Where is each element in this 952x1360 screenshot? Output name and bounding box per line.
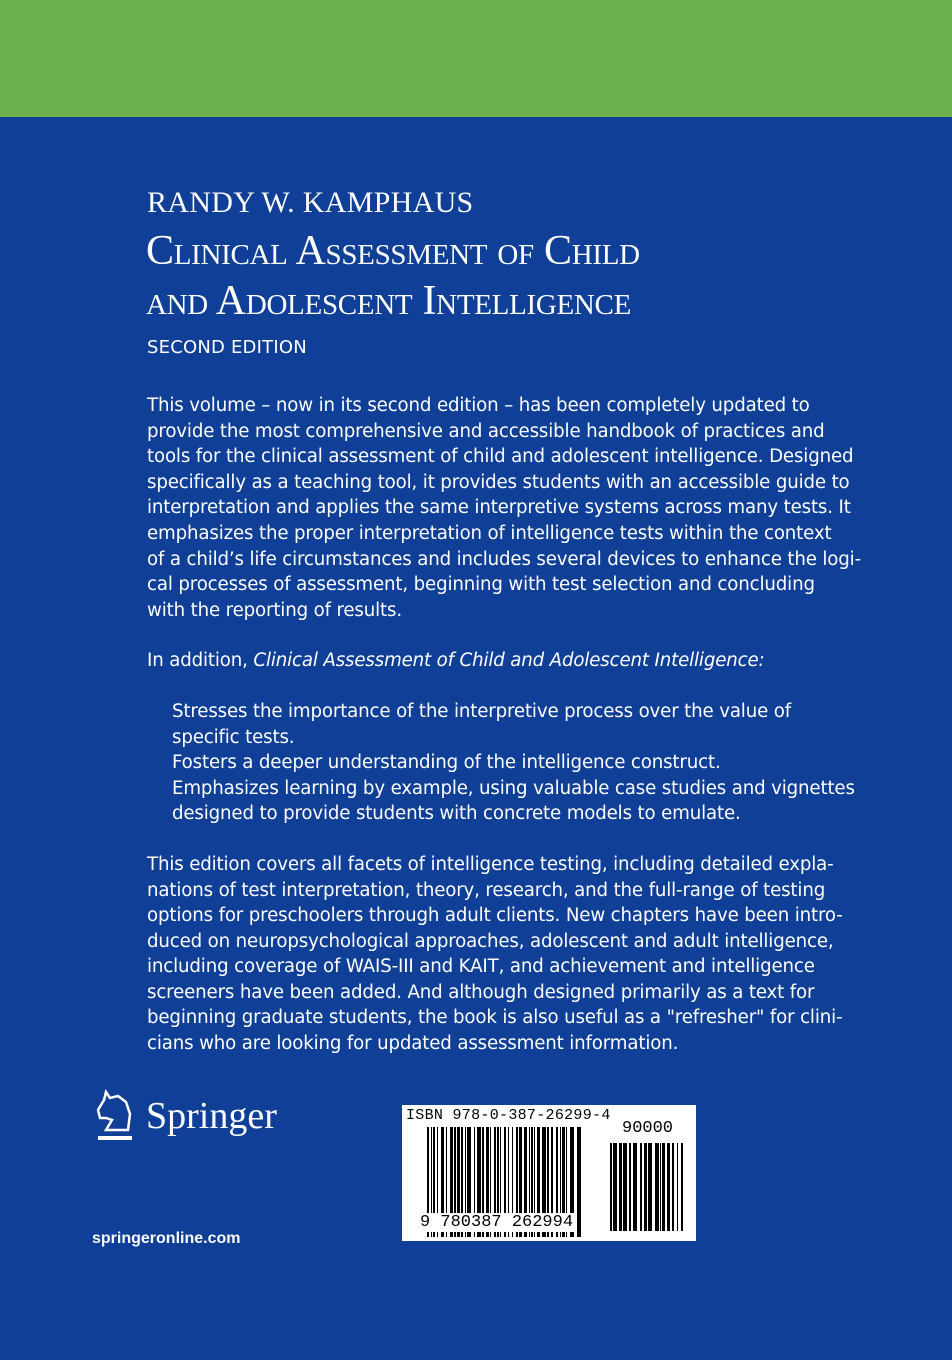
text-line: of a child’s life circumstances and includes several devices to enhance the logi-	[147, 548, 862, 570]
author-name: RANDY W. KAMPHAUS	[147, 186, 474, 219]
description	[147, 393, 862, 1082]
description-paragraph	[147, 393, 862, 623]
barcode-bar	[623, 1143, 627, 1231]
text-line: This volume – now in its second edition – has been completely updated to	[147, 395, 810, 416]
text-line: specifically as a teaching tool, it provides students with an accessible guide to	[147, 471, 850, 493]
price-code: 90000	[622, 1119, 674, 1138]
intro-title: Clinical Assessment of Child and Adolescent Intelligence:	[253, 650, 765, 672]
text-line: specific tests.	[172, 726, 295, 748]
text-line: duced on neuropsychological approaches, adolescent and adult intelligence,	[147, 930, 834, 952]
intro-line	[147, 648, 827, 674]
text-line: emphasizes the proper interpretation of intelligence tests within the context	[147, 522, 832, 544]
barcode-bar	[662, 1143, 665, 1231]
barcode-bar	[613, 1143, 617, 1231]
barcode-bar	[577, 1127, 581, 1237]
barcode-bar	[610, 1143, 612, 1231]
text-line: Emphasizes learning by example, using valuable case studies and vignettes	[172, 777, 855, 799]
publisher-name: Springer	[146, 1095, 277, 1137]
isbn-label: ISBN 978-0-387-26299-4	[406, 1107, 611, 1124]
barcode-bar	[640, 1143, 642, 1231]
top-color-band	[0, 0, 952, 117]
text-line: designed to provide students with concrete models to emulate.	[172, 803, 741, 825]
text-line: Stresses the importance of the interpretive process over the value of	[172, 700, 791, 722]
text-line: beginning graduate students, the book is also useful as a "refresher" for clini-	[147, 1007, 843, 1029]
text-line: screeners have been added. And although designed primarily as a text for	[147, 981, 815, 1003]
text-line: provide the most comprehensive and accessible handbook of practices and	[147, 420, 825, 442]
feature-list	[172, 699, 855, 827]
barcode-bar	[619, 1143, 622, 1231]
text-line: with the reporting of results.	[147, 599, 402, 621]
barcode-bar	[660, 1143, 661, 1231]
springer-logo	[92, 1088, 277, 1144]
barcode-digits: 9 780387 262994	[420, 1213, 574, 1232]
intro-prefix: In addition,	[147, 650, 254, 672]
text-line: interpretation and applies the same interpretive systems across many tests. It	[147, 497, 851, 519]
text-line: cians who are looking for updated assessment information.	[147, 1033, 679, 1055]
text-line: options for preschoolers through adult clients. New chapters have been intro-	[147, 905, 843, 927]
edition-label: SECOND EDITION	[147, 337, 307, 358]
text-line: tools for the clinical assessment of child and adolescent intelligence. Designed	[147, 446, 854, 468]
description-paragraph	[147, 852, 843, 1057]
barcode-bar	[633, 1143, 637, 1231]
barcode-bar	[648, 1143, 652, 1231]
title-line: Clinical Assessment of Child	[146, 228, 640, 274]
book-title	[146, 226, 640, 326]
website-link[interactable]: springeronline.com	[92, 1230, 241, 1247]
barcode-bar	[644, 1143, 647, 1231]
text-line: cal processes of assessment, beginning with test selection and concluding	[147, 574, 815, 596]
barcode-bar	[667, 1143, 670, 1231]
text-line: Fosters a deeper understanding of the intelligence construct.	[172, 752, 721, 774]
barcode-bar	[629, 1143, 631, 1231]
barcode-bar	[681, 1143, 683, 1231]
barcode-bar	[677, 1143, 678, 1231]
barcode-bar	[655, 1143, 659, 1231]
barcode-bar	[672, 1143, 674, 1231]
text-line: including coverage of WAIS-III and KAIT, and achievement and intelligence	[147, 956, 815, 978]
knight-chess-icon	[92, 1088, 136, 1144]
title-line: and Adolescent Intelligence	[146, 278, 632, 324]
text-line: nations of test interpretation, theory, research, and the full-range of testing	[147, 879, 826, 901]
text-line: This edition covers all facets of intelligence testing, including detailed expla-	[147, 853, 834, 875]
isbn-barcode	[402, 1105, 696, 1241]
barcode-addon-bars	[610, 1143, 688, 1231]
